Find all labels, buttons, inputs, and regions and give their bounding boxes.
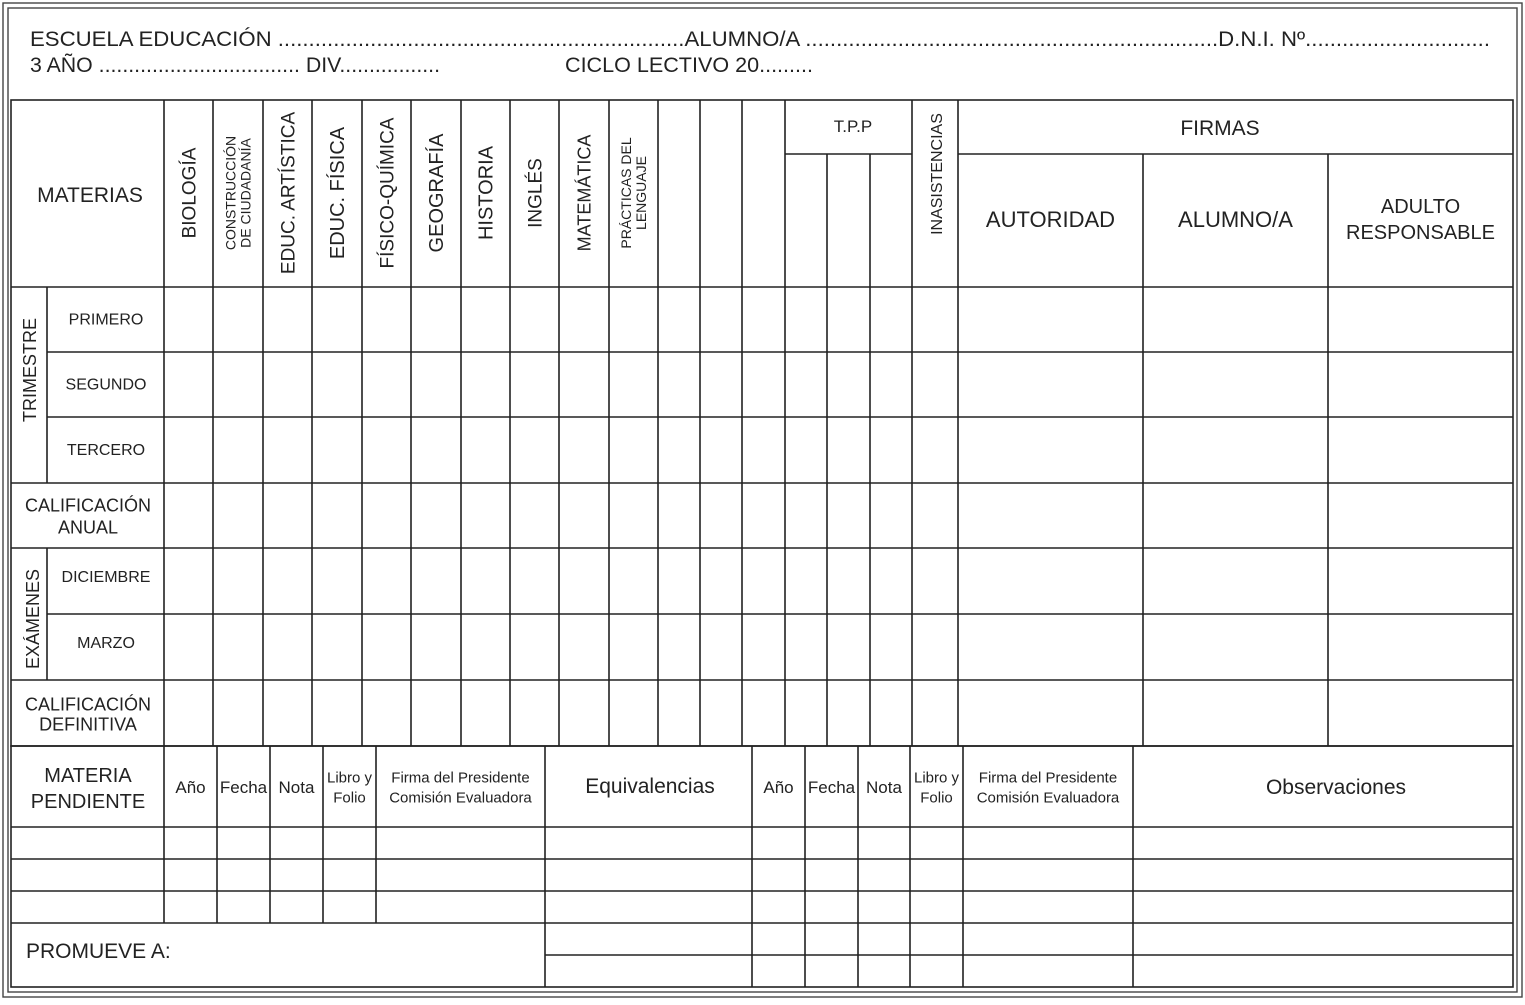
pending-cell[interactable] (218, 892, 269, 922)
grade-cell[interactable] (462, 288, 509, 351)
pending-cell[interactable] (165, 892, 216, 922)
pending-cell[interactable] (324, 892, 375, 922)
pending-cell[interactable] (806, 828, 857, 858)
grade-cell[interactable] (313, 549, 361, 613)
pending-cell[interactable] (271, 828, 322, 858)
row-label-primero: PRIMERO (68, 311, 144, 329)
grade-cell[interactable] (165, 288, 212, 351)
subject-header-educ-artistica: EDUC. ARTÍSTICA (278, 111, 300, 275)
row-label-tercero: TERCERO (66, 441, 146, 459)
grade-cell[interactable] (871, 288, 911, 351)
grade-cell[interactable] (786, 418, 826, 482)
grade-cell[interactable] (313, 681, 361, 745)
pending-cell[interactable] (377, 892, 544, 922)
pending-left-ano: Año (175, 778, 206, 798)
pending-cell[interactable] (1134, 892, 1512, 922)
firmas-headers (986, 196, 1495, 244)
pending-cell[interactable] (546, 924, 751, 954)
grade-cell[interactable] (913, 549, 957, 613)
grade-cell[interactable] (959, 484, 1142, 547)
pending-cell[interactable] (546, 860, 751, 890)
grade-cell[interactable] (165, 484, 212, 547)
grade-cell[interactable] (511, 549, 558, 613)
pending-cell[interactable] (377, 828, 544, 858)
grade-cell[interactable] (701, 549, 741, 613)
observaciones-label: Observaciones (1265, 776, 1407, 799)
grade-cell[interactable] (659, 549, 699, 613)
subject-header-geografia: GEOGRAFÍA (426, 133, 449, 253)
grade-cell[interactable] (412, 353, 460, 416)
grade-cell[interactable] (214, 353, 262, 416)
pending-headers (31, 765, 1120, 813)
row-label-calificacion-anual: CALIFICACIÓN ANUAL (24, 495, 152, 538)
grade-cell[interactable] (264, 549, 311, 613)
grade-cell[interactable] (610, 484, 657, 547)
grade-cell[interactable] (313, 418, 361, 482)
grade-cell[interactable] (264, 353, 311, 416)
grade-cell[interactable] (363, 288, 410, 351)
grade-cell[interactable] (913, 418, 957, 482)
pending-left-libro-y: Libro y Folio (326, 769, 373, 807)
grade-cell[interactable] (214, 484, 262, 547)
firmas-col-alumno-a: ALUMNO/A (1178, 206, 1293, 232)
grade-cell[interactable] (743, 681, 784, 745)
pending-cell[interactable] (964, 860, 1132, 890)
pending-cell[interactable] (806, 860, 857, 890)
grade-cell[interactable] (412, 484, 460, 547)
grade-cell[interactable] (1144, 288, 1327, 351)
grade-cell[interactable] (786, 484, 826, 547)
grade-cell[interactable] (412, 615, 460, 679)
pending-cell[interactable] (964, 924, 1132, 954)
inasistencias-label: INASISTENCIAS (929, 113, 946, 235)
pending-cell[interactable] (859, 860, 909, 890)
grade-cell[interactable] (871, 418, 911, 482)
grade-cell[interactable] (913, 353, 957, 416)
grade-cell[interactable] (659, 288, 699, 351)
pending-cell[interactable] (165, 828, 216, 858)
grade-cell[interactable] (412, 549, 460, 613)
grade-cell[interactable] (1144, 353, 1327, 416)
grade-cell[interactable] (871, 353, 911, 416)
header-school-year: CICLO LECTIVO 20......... (565, 54, 813, 77)
pending-cell[interactable] (753, 956, 804, 986)
grade-cell[interactable] (264, 681, 311, 745)
grade-cell[interactable] (659, 418, 699, 482)
pending-cell[interactable] (911, 956, 962, 986)
grade-cell[interactable] (959, 681, 1142, 745)
grade-cell[interactable] (363, 681, 410, 745)
header-line-1: ESCUELA EDUCACIÓN ..................................................................ALUMNO/A ...................................................................D.N.I. Nº.............................. (30, 28, 1490, 51)
grade-cell[interactable] (1329, 353, 1512, 416)
grade-cell[interactable] (1329, 288, 1512, 351)
pending-cell[interactable] (324, 860, 375, 890)
grade-cell[interactable] (743, 484, 784, 547)
grade-cell[interactable] (1329, 681, 1512, 745)
grade-cell[interactable] (363, 549, 410, 613)
pending-cell[interactable] (806, 924, 857, 954)
subject-header-construccion: CONSTRUCCIÓNDE CIUDADANÍA (222, 135, 254, 251)
grade-cell[interactable] (913, 288, 957, 351)
grade-cell[interactable] (913, 484, 957, 547)
grade-cell[interactable] (786, 681, 826, 745)
grade-cell[interactable] (462, 615, 509, 679)
pending-table (11, 746, 1513, 987)
grade-cell[interactable] (871, 615, 911, 679)
firmas-col-autoridad: AUTORIDAD (985, 206, 1116, 232)
grade-cell[interactable] (511, 288, 558, 351)
pending-cell[interactable] (165, 860, 216, 890)
pending-left-nota: Nota (278, 778, 315, 798)
grade-cell[interactable] (363, 484, 410, 547)
pending-right-fecha: Fecha (807, 778, 856, 798)
grade-cell[interactable] (560, 484, 608, 547)
subject-header-historia: HISTORIA (475, 145, 498, 241)
grade-cell[interactable] (264, 615, 311, 679)
pending-cell[interactable] (218, 828, 269, 858)
pending-cell[interactable] (911, 860, 962, 890)
pending-cells (12, 828, 1512, 986)
grade-cell[interactable] (610, 353, 657, 416)
grade-cell[interactable] (560, 353, 608, 416)
grade-cell[interactable] (959, 353, 1142, 416)
grade-cell[interactable] (511, 484, 558, 547)
equivalencias-label: Equivalencias (585, 775, 715, 798)
pending-right-ano: Año (763, 778, 794, 798)
row-label-diciembre: DICIEMBRE (61, 568, 151, 586)
pending-right-libro-y: Libro y Folio (913, 769, 960, 807)
grade-cell[interactable] (913, 615, 957, 679)
grade-cell[interactable] (959, 418, 1142, 482)
grade-cell[interactable] (313, 484, 361, 547)
grade-cell[interactable] (313, 288, 361, 351)
grade-cell[interactable] (412, 681, 460, 745)
grade-cell[interactable] (1329, 615, 1512, 679)
grade-cell[interactable] (165, 549, 212, 613)
grade-cell[interactable] (610, 418, 657, 482)
row-label-marzo: MARZO (77, 634, 135, 652)
materia-pendiente-label: MATERIA PENDIENTE (30, 765, 146, 814)
grade-cell[interactable] (1329, 549, 1512, 613)
pending-cell[interactable] (911, 828, 962, 858)
grade-cell[interactable] (363, 615, 410, 679)
firmas-col-adulto: ADULTO RESPONSABLE (1346, 196, 1495, 245)
pending-cell[interactable] (546, 828, 751, 858)
grade-cell[interactable] (1329, 484, 1512, 547)
grade-cell[interactable] (1329, 418, 1512, 482)
grade-cell[interactable] (165, 353, 212, 416)
grade-cell[interactable] (871, 549, 911, 613)
grade-cell[interactable] (214, 681, 262, 745)
grade-cell[interactable] (610, 549, 657, 613)
grade-cell[interactable] (743, 615, 784, 679)
pending-left-firma-del-presidente: Firma del Presidente Comisión Evaluadora (389, 769, 532, 807)
promueve-field[interactable] (12, 924, 544, 986)
grade-cell[interactable] (828, 681, 869, 745)
grade-cell[interactable] (462, 418, 509, 482)
grade-cell[interactable] (511, 615, 558, 679)
grade-cell[interactable] (1144, 615, 1327, 679)
grade-cell[interactable] (214, 615, 262, 679)
pending-cell[interactable] (377, 860, 544, 890)
pending-cell[interactable] (12, 892, 163, 922)
grade-cell[interactable] (363, 418, 410, 482)
grade-cell[interactable] (959, 288, 1142, 351)
grade-cell[interactable] (412, 288, 460, 351)
pending-cell[interactable] (1134, 924, 1512, 954)
grade-cell[interactable] (828, 484, 869, 547)
subject-header-ingles: INGLÉS (525, 158, 547, 228)
pending-cell[interactable] (753, 860, 804, 890)
pending-cell[interactable] (12, 828, 163, 858)
grade-cell[interactable] (701, 288, 741, 351)
grade-cell[interactable] (511, 353, 558, 416)
row-label-segundo: SEGUNDO (65, 376, 147, 394)
grade-cell[interactable] (165, 418, 212, 482)
grade-cell[interactable] (560, 615, 608, 679)
grade-cell[interactable] (1144, 418, 1327, 482)
grade-cell[interactable] (786, 353, 826, 416)
grade-cell[interactable] (701, 615, 741, 679)
grade-cell[interactable] (871, 484, 911, 547)
grade-cell[interactable] (610, 288, 657, 351)
pending-cell[interactable] (753, 892, 804, 922)
subject-header-educ-fisica: EDUC. FÍSICA (327, 126, 350, 260)
grade-cell[interactable] (1144, 549, 1327, 613)
pending-cell[interactable] (1134, 860, 1512, 890)
pending-cell[interactable] (964, 956, 1132, 986)
grade-cell[interactable] (913, 681, 957, 745)
pending-cell[interactable] (911, 892, 962, 922)
grade-cell[interactable] (701, 353, 741, 416)
pending-right-firma-del-presidente: Firma del Presidente Comisión Evaluadora (976, 769, 1120, 807)
pending-cell[interactable] (859, 892, 909, 922)
examenes-label: EXÁMENES (23, 568, 43, 670)
grade-cell[interactable] (560, 418, 608, 482)
materias-label: MATERIAS (37, 184, 143, 207)
grade-cell[interactable] (264, 288, 311, 351)
grade-cell[interactable] (659, 484, 699, 547)
grade-cell[interactable] (659, 353, 699, 416)
grade-cell[interactable] (659, 681, 699, 745)
grade-cell[interactable] (743, 288, 784, 351)
pending-cell[interactable] (546, 956, 751, 986)
pending-cell[interactable] (964, 828, 1132, 858)
pending-cell[interactable] (753, 924, 804, 954)
subject-header-practicas-del: PRÁCTICAS DELLENGUAJE (618, 137, 650, 249)
pending-cell[interactable] (1134, 828, 1512, 858)
pending-cell[interactable] (271, 892, 322, 922)
grade-cell[interactable] (1144, 484, 1327, 547)
grade-cell[interactable] (786, 615, 826, 679)
subject-header-fisico-quimica: FÍSICO-QUÍMICA (377, 117, 399, 269)
pending-left-fecha: Fecha (219, 778, 268, 798)
pending-cell[interactable] (859, 956, 909, 986)
pending-cell[interactable] (911, 924, 962, 954)
grade-cell[interactable] (701, 484, 741, 547)
grade-cell[interactable] (462, 484, 509, 547)
grade-cell[interactable] (560, 549, 608, 613)
grade-cell[interactable] (165, 615, 212, 679)
row-label-calificacion-definitiva: CALIFICACIÓN DEFINITIVA (24, 694, 152, 735)
grade-cell[interactable] (214, 549, 262, 613)
grade-cell[interactable] (871, 681, 911, 745)
grade-cell[interactable] (560, 288, 608, 351)
grade-cell[interactable] (511, 418, 558, 482)
grade-cell[interactable] (701, 681, 741, 745)
grade-cell[interactable] (214, 288, 262, 351)
pending-cell[interactable] (964, 892, 1132, 922)
pending-cell[interactable] (324, 828, 375, 858)
pending-right-nota: Nota (866, 778, 902, 798)
grade-cell[interactable] (610, 681, 657, 745)
grade-cell[interactable] (828, 353, 869, 416)
grade-cells (165, 288, 1512, 745)
grade-cell[interactable] (511, 681, 558, 745)
grade-cell[interactable] (828, 615, 869, 679)
grade-cell[interactable] (462, 353, 509, 416)
grade-cell[interactable] (264, 484, 311, 547)
grade-cell[interactable] (560, 681, 608, 745)
grade-cell[interactable] (1144, 681, 1327, 745)
header-course-division: 3 AÑO .................................. DIV................. (30, 54, 435, 77)
grade-cell[interactable] (828, 288, 869, 351)
grade-cell[interactable] (828, 549, 869, 613)
tpp-label: T.P.P (833, 117, 873, 136)
pending-cell[interactable] (859, 924, 909, 954)
pending-cell[interactable] (753, 828, 804, 858)
subject-headers (179, 112, 649, 275)
grade-cell[interactable] (165, 681, 212, 745)
grade-cell[interactable] (462, 549, 509, 613)
firmas-label: FIRMAS (1180, 117, 1260, 140)
subject-header-matematica: MATEMÁTICA (574, 134, 595, 252)
pending-cell[interactable] (218, 860, 269, 890)
grade-cell[interactable] (743, 418, 784, 482)
pending-cell[interactable] (859, 828, 909, 858)
grade-cell[interactable] (786, 549, 826, 613)
pending-cell[interactable] (806, 956, 857, 986)
pending-cell[interactable] (12, 860, 163, 890)
grade-cell[interactable] (412, 418, 460, 482)
grade-cell[interactable] (363, 353, 410, 416)
grade-cell[interactable] (462, 681, 509, 745)
pending-cell[interactable] (271, 860, 322, 890)
pending-cell[interactable] (806, 892, 857, 922)
subject-header-biologia: BIOLOGÍA (179, 147, 201, 239)
grade-cell[interactable] (659, 615, 699, 679)
grade-cell[interactable] (701, 418, 741, 482)
trimestre-label: TRIMESTRE (20, 317, 40, 423)
grade-cell[interactable] (610, 615, 657, 679)
grade-cell[interactable] (313, 615, 361, 679)
grade-cell[interactable] (743, 549, 784, 613)
grade-cell[interactable] (786, 288, 826, 351)
pending-cell[interactable] (546, 892, 751, 922)
row-labels (25, 311, 151, 734)
grades-table (11, 100, 1513, 746)
grade-cell[interactable] (313, 353, 361, 416)
pending-cell[interactable] (1134, 956, 1512, 986)
grade-cell[interactable] (959, 549, 1142, 613)
grade-cell[interactable] (214, 418, 262, 482)
grade-cell[interactable] (959, 615, 1142, 679)
grade-cell[interactable] (828, 418, 869, 482)
grade-cell[interactable] (743, 353, 784, 416)
grade-cell[interactable] (264, 418, 311, 482)
